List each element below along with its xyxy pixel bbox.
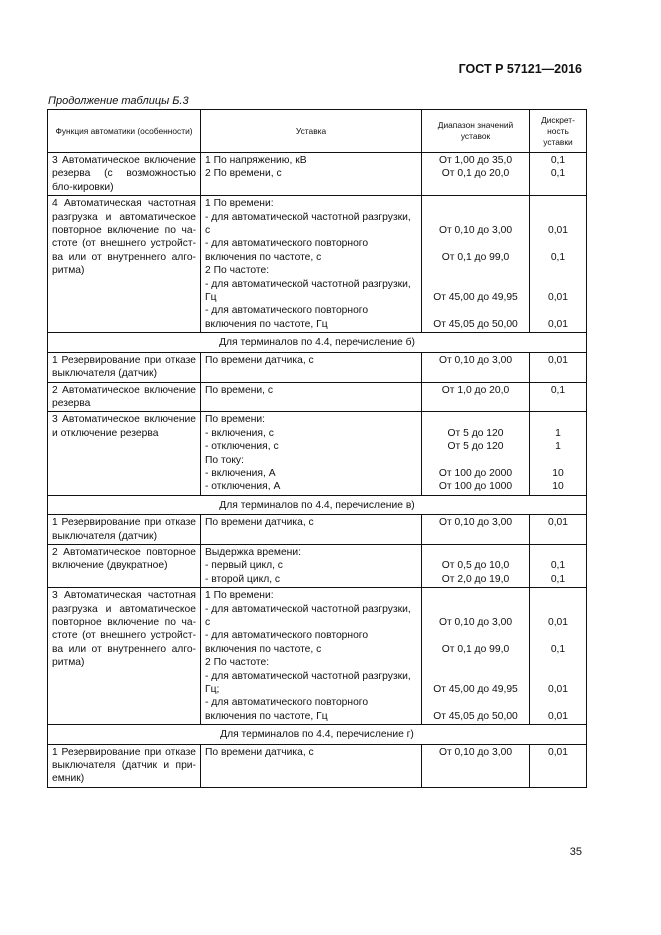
step-text: 0,1 (550, 573, 566, 585)
step-text (534, 546, 582, 559)
step-text: 0,01 (547, 684, 569, 696)
table-row (48, 382, 587, 412)
step-cell (530, 544, 587, 587)
range-cell (422, 196, 530, 333)
range-text: От 0,10 до 3,00 (438, 617, 513, 628)
spacer (534, 603, 582, 616)
spacer (426, 670, 525, 683)
column-header-function: Функция автоматики (особенности) (48, 110, 201, 153)
function-text: 3 Автоматическое включение и отключение резерва (52, 414, 196, 439)
document-code: ГОСТ Р 57121—2016 (458, 62, 582, 76)
setting-cell (201, 515, 422, 545)
setting-text: - для автоматической частотной разгрузки, Гц; (205, 670, 411, 696)
spacer (426, 603, 525, 616)
section-row (48, 725, 587, 744)
function-text: 1 Резервирование при отказе выключателя (датчик и при-емник) (52, 746, 196, 785)
range-text: От 100 до 1000 (438, 481, 513, 493)
page-number: 35 (569, 846, 582, 858)
column-header-setting: Уставка (201, 110, 422, 153)
setting-text: По времени датчика, с (205, 354, 314, 366)
function-cell (48, 515, 201, 545)
step-text: 0,01 (547, 617, 569, 628)
range-cell (422, 382, 530, 412)
range-text: От 2,0 до 19,0 (441, 573, 510, 585)
setting-cell (201, 544, 422, 587)
spacer (426, 696, 525, 709)
step-text: 0,01 (547, 710, 569, 722)
table-row (48, 352, 587, 382)
function-cell (48, 588, 201, 725)
step-text: 0,1 (550, 155, 566, 166)
range-text (426, 546, 525, 559)
setting-text: 1 По времени: (205, 198, 274, 210)
step-text: 0,1 (550, 560, 566, 572)
range-text: От 45,05 до 50,00 (433, 318, 518, 330)
step-text: 0,01 (547, 746, 569, 758)
setting-text: По времени датчика, с (205, 746, 314, 758)
table-row (48, 588, 587, 725)
range-text: От 45,00 до 49,95 (433, 684, 518, 696)
setting-text: 1 По времени: (205, 590, 274, 602)
step-text: 0,01 (547, 318, 569, 330)
spacer (534, 670, 582, 683)
spacer (534, 304, 582, 317)
range-text: От 0,1 до 20,0 (441, 168, 510, 180)
step-text: 10 (552, 481, 564, 493)
step-text: 0,01 (547, 517, 569, 529)
range-cell (422, 744, 530, 787)
section-heading: Для терминалов по 4.4, перечисление в) (48, 495, 587, 514)
function-text: 4 Автоматическая частотная разгрузка и автоматическое повторное включение по ча-стоте (от внешнего устройст-ва или от внутреннего алго-ритма) (52, 198, 196, 277)
step-text (534, 413, 582, 426)
table-row (48, 196, 587, 333)
spacer (534, 278, 582, 291)
setting-text: - для автоматического повторного включения по частоте, с (205, 630, 369, 655)
section-row (48, 333, 587, 352)
range-text: От 0,10 до 3,00 (438, 517, 513, 529)
spacer (426, 237, 525, 250)
setting-cell (201, 588, 422, 725)
table-caption: Продолжение таблицы Б.3 (48, 95, 189, 107)
range-text: От 1,00 до 35,0 (438, 155, 513, 166)
range-cell (422, 153, 530, 196)
function-text: 3 Автоматическое включение резерва (с возможностью бло-кировки) (52, 155, 196, 193)
step-text (534, 197, 582, 210)
setting-text: 2 По времени, с (205, 168, 282, 180)
spacer (426, 304, 525, 317)
range-cell (422, 515, 530, 545)
range-text: От 0,10 до 3,00 (438, 354, 513, 366)
range-text: От 0,10 до 3,00 (438, 746, 513, 758)
step-cell (530, 352, 587, 382)
table-body (48, 153, 587, 788)
range-cell (422, 412, 530, 495)
step-text: 0,1 (550, 251, 566, 263)
range-text (426, 656, 525, 669)
table-row (48, 412, 587, 495)
settings-table (47, 109, 587, 788)
function-cell (48, 544, 201, 587)
column-header-range: Диапазон значений уставок (422, 110, 530, 153)
setting-cell (201, 153, 422, 196)
step-text (534, 264, 582, 277)
step-cell (530, 412, 587, 495)
step-text: 0,1 (550, 384, 566, 396)
setting-text: 2 По частоте: (205, 265, 270, 277)
section-heading: Для терминалов по 4.4, перечисление б) (48, 333, 587, 352)
setting-cell (201, 412, 422, 495)
step-cell (530, 153, 587, 196)
section-heading: Для терминалов по 4.4, перечисление г) (48, 725, 587, 744)
step-text (534, 656, 582, 669)
setting-text: - для автоматической частотной разгрузки, с (205, 603, 411, 628)
function-cell (48, 382, 201, 412)
spacer (534, 237, 582, 250)
step-text (534, 454, 582, 467)
spacer (426, 211, 525, 224)
range-text: От 0,1 до 99,0 (441, 643, 510, 655)
setting-text: 2 По частоте: (205, 657, 270, 669)
setting-text: Выдержка времени: (205, 546, 301, 558)
function-cell (48, 744, 201, 787)
step-text: 0,01 (547, 354, 569, 366)
table-row (48, 515, 587, 545)
range-text (426, 454, 525, 467)
step-cell (530, 196, 587, 333)
range-cell (422, 588, 530, 725)
setting-text: - для автоматического повторного включения по частоте, Гц (205, 305, 369, 330)
function-text: 1 Резервирование при отказе выключателя (датчик) (52, 517, 196, 542)
range-cell (422, 352, 530, 382)
setting-text: - отключения, с (205, 441, 279, 453)
setting-cell (201, 352, 422, 382)
setting-text: По току: (205, 454, 244, 466)
setting-cell (201, 382, 422, 412)
range-text: От 45,00 до 49,95 (433, 292, 518, 304)
function-text: 3 Автоматическая частотная разгрузка и автоматическое повторное включение по ча-стоте (от внешнего устройст-ва или от внутреннего алго-ритма) (52, 590, 196, 669)
section-row (48, 495, 587, 514)
setting-text: 1 По напряжению, кВ (205, 155, 307, 166)
range-text: От 100 до 2000 (438, 467, 513, 479)
step-cell (530, 382, 587, 412)
step-cell (530, 515, 587, 545)
table-header-row (48, 110, 587, 153)
function-cell (48, 352, 201, 382)
spacer (426, 278, 525, 291)
step-text: 0,01 (547, 292, 569, 304)
spacer (534, 211, 582, 224)
function-text: 1 Резервирование при отказе выключателя (датчик) (52, 354, 196, 380)
column-header-step: Дискрет-ность уставки (530, 110, 587, 153)
range-text (426, 589, 525, 602)
step-text: 0,01 (547, 225, 569, 237)
setting-text: - включения, с (205, 427, 274, 439)
setting-text: По времени датчика, с (205, 517, 314, 529)
range-text (426, 264, 525, 277)
range-text (426, 413, 525, 426)
setting-text: - для автоматического повторного включения по частоте, с (205, 238, 369, 263)
setting-text: По времени, с (205, 384, 274, 396)
spacer (534, 696, 582, 709)
table-row (48, 544, 587, 587)
setting-text: - отключения, А (205, 481, 281, 493)
spacer (534, 629, 582, 642)
setting-cell (201, 744, 422, 787)
setting-text: - для автоматической частотной разгрузки, с (205, 211, 411, 237)
range-text: От 0,1 до 99,0 (441, 251, 510, 263)
function-text: 2 Автоматическое включение резерва (52, 384, 196, 409)
setting-text: - второй цикл, с (205, 573, 281, 585)
table-row (48, 153, 587, 196)
step-text: 0,1 (550, 168, 566, 180)
step-text: 1 (555, 427, 561, 439)
function-cell (48, 196, 201, 333)
range-text: От 5 до 120 (447, 441, 504, 453)
step-text: 1 (555, 441, 561, 453)
step-cell (530, 588, 587, 725)
setting-cell (201, 196, 422, 333)
function-text: 2 Автоматическое повторное включение (двукратное) (52, 546, 196, 572)
range-text: От 0,5 до 10,0 (441, 560, 510, 572)
setting-text: - включения, А (205, 467, 276, 479)
function-cell (48, 412, 201, 495)
step-text: 10 (552, 467, 564, 479)
setting-text: - для автоматической частотной разгрузки, Гц (205, 278, 411, 304)
range-text (426, 197, 525, 210)
range-text: От 5 до 120 (447, 427, 504, 439)
spacer (426, 629, 525, 642)
step-text (534, 589, 582, 602)
setting-text: По времени: (205, 414, 266, 426)
range-text: От 1,0 до 20,0 (441, 384, 510, 396)
setting-text: - для автоматического повторного включения по частоте, Гц (205, 697, 369, 722)
function-cell (48, 153, 201, 196)
table-row (48, 744, 587, 787)
range-cell (422, 544, 530, 587)
setting-text: - первый цикл, с (205, 560, 283, 572)
range-text: От 0,10 до 3,00 (438, 225, 513, 237)
step-text: 0,1 (550, 643, 566, 655)
step-cell (530, 744, 587, 787)
range-text: От 45,05 до 50,00 (433, 710, 518, 722)
